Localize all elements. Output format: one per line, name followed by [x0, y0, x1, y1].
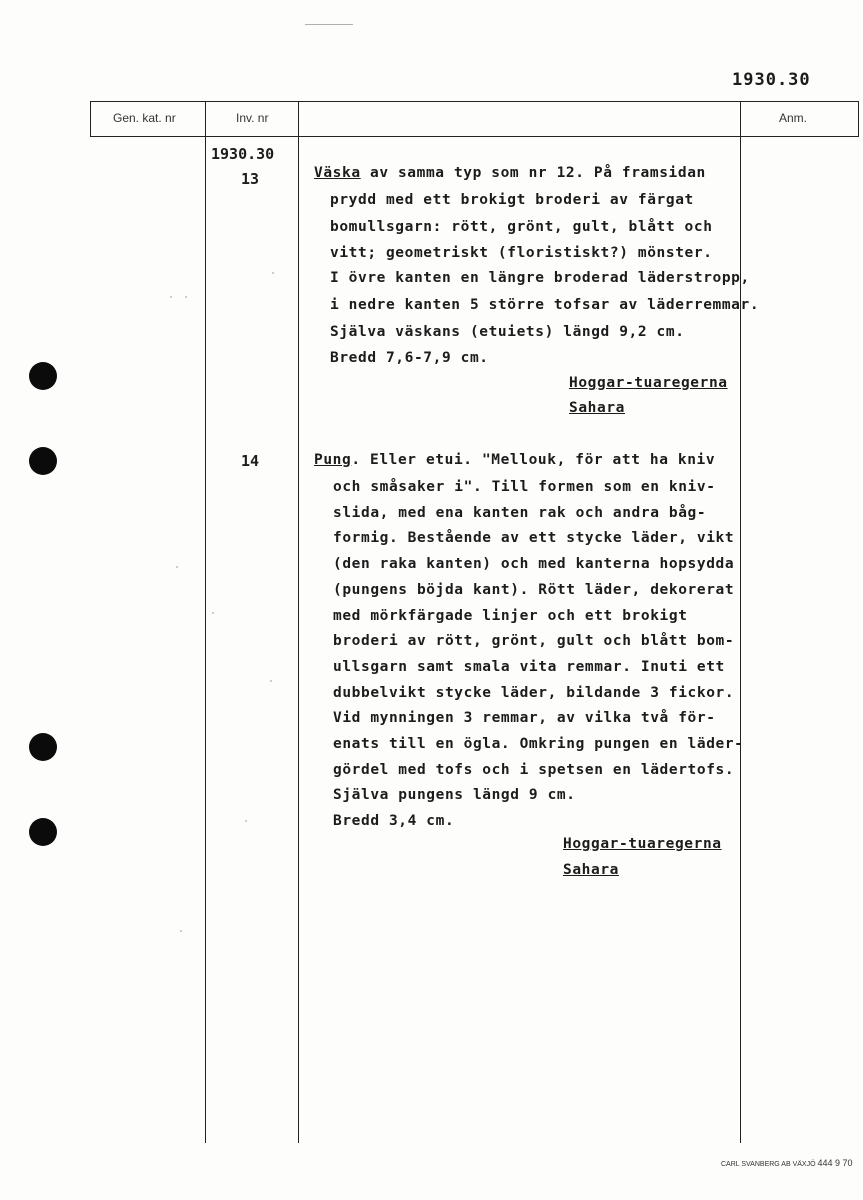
- description-line: Väska av samma typ som nr 12. På framsidan: [314, 165, 706, 181]
- top-dash: [305, 24, 353, 25]
- form-code: 444 9 70: [817, 1158, 853, 1168]
- printer-imprint: [721, 1158, 853, 1168]
- printer-name: CARL SVANBERG AB VÄXJÖ: [721, 1161, 816, 1168]
- inv-number: 14: [241, 452, 260, 470]
- description-line: Bredd 3,4 cm.: [333, 813, 455, 829]
- page-number: 1930.30: [732, 70, 811, 90]
- description-line: I övre kanten en längre broderad läderstropp,: [330, 270, 750, 286]
- header-inv-nr: Inv. nr: [236, 111, 269, 125]
- column-divider-anm: [740, 101, 741, 1143]
- description-line: Bredd 7,6-7,9 cm.: [330, 350, 489, 366]
- scan-speck: [176, 566, 178, 568]
- scan-speck: [185, 296, 187, 298]
- description-line: Pung. Eller etui. "Mellouk, för att ha kniv: [314, 452, 716, 468]
- scan-speck: [170, 296, 172, 298]
- description-line: prydd med ett brokigt broderi av färgat: [330, 192, 694, 208]
- description-line: broderi av rött, grönt, gult och blått bom-: [333, 633, 735, 649]
- column-divider-inv: [298, 101, 299, 1143]
- description-line: Själva väskans (etuiets) längd 9,2 cm.: [330, 324, 685, 340]
- inv-number: 13: [241, 170, 260, 188]
- column-divider-gen: [205, 101, 206, 1143]
- origin-region: Sahara: [569, 400, 625, 416]
- inv-group: 1930.30: [211, 145, 275, 163]
- description-line: ullsgarn samt smala vita remmar. Inuti ett: [333, 659, 725, 675]
- scan-speck: [270, 680, 272, 682]
- description-line: med mörkfärgade linjer och ett brokigt: [333, 608, 688, 624]
- header-gen-kat-nr: Gen. kat. nr: [113, 111, 176, 125]
- description-line: enats till en ögla. Omkring pungen en läder-: [333, 736, 744, 752]
- punch-hole: [29, 818, 57, 846]
- item-term: Pung: [314, 452, 352, 468]
- description-line: formig. Bestående av ett stycke läder, vikt: [333, 530, 735, 546]
- scan-speck: [212, 612, 214, 614]
- origin-people: Hoggar-tuaregerna: [569, 375, 728, 391]
- description-line: Vid mynningen 3 remmar, av vilka två för-: [333, 710, 716, 726]
- description-line: och småsaker i". Till formen som en kniv-: [333, 479, 716, 495]
- header-anm: Anm.: [779, 111, 808, 125]
- description-line: gördel med tofs och i spetsen en lädertofs.: [333, 762, 735, 778]
- table-right-edge: [858, 101, 859, 137]
- punch-hole: [29, 447, 57, 475]
- description-line: vitt; geometriskt (floristiskt?) mönster.: [330, 245, 713, 261]
- punch-hole: [29, 362, 57, 390]
- table-left-edge: [90, 101, 91, 137]
- description-line: (den raka kanten) och med kanterna hopsydda: [333, 556, 735, 572]
- description-line: dubbelvikt stycke läder, bildande 3 fickor.: [333, 685, 735, 701]
- scan-speck: [245, 820, 247, 822]
- description-line: bomullsgarn: rött, grönt, gult, blått och: [330, 219, 713, 235]
- punch-hole: [29, 733, 57, 761]
- description-line: slida, med ena kanten rak och andra båg-: [333, 505, 707, 521]
- description-line: (pungens böjda kant). Rött läder, dekorerat: [333, 582, 735, 598]
- scan-speck: [272, 272, 274, 274]
- description-line: i nedre kanten 5 större tofsar av läderremmar.: [330, 297, 760, 313]
- origin-people: Hoggar-tuaregerna: [563, 836, 722, 852]
- item-term: Väska: [314, 165, 361, 181]
- origin-region: Sahara: [563, 862, 619, 878]
- description-line: Själva pungens längd 9 cm.: [333, 787, 576, 803]
- scan-speck: [180, 930, 182, 932]
